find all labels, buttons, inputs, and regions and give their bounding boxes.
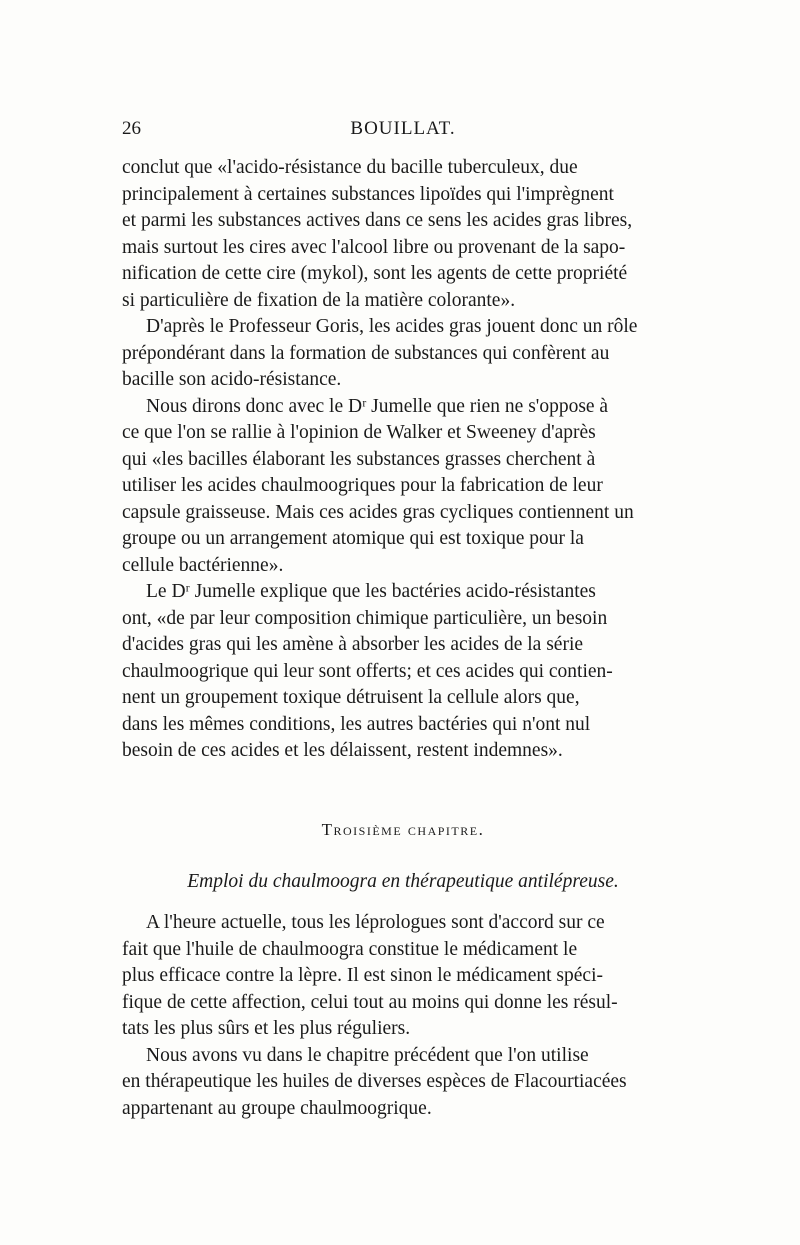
body-text-top <box>122 155 684 765</box>
text-line: si particulière de fixation de la matière colorante». <box>122 289 516 311</box>
text-line: nent un groupement toxique détruisent la cellule alors que, <box>122 687 580 708</box>
text-line: appartenant au groupe chaulmoogrique. <box>122 1097 432 1119</box>
running-head <box>122 118 684 142</box>
text-line: principalement à certaines substances lipoïdes qui l'imprègnent <box>122 183 614 205</box>
text-line: fique de cette affection, celui tout au moins qui donne les résul- <box>122 991 618 1013</box>
paragraph <box>122 314 684 394</box>
text-line: bacille son acido-résistance. <box>122 369 342 390</box>
text-line: dans les mêmes conditions, les autres bactéries qui n'ont nul <box>122 713 591 735</box>
text-line: prépondérant dans la formation de substances qui confèrent au <box>122 342 610 364</box>
text-line: utiliser les acides chaulmoogriques pour la fabrication de leur <box>122 475 603 496</box>
text-line: cellule bactérienne». <box>122 554 284 576</box>
text-line: et parmi les substances actives dans ce sens les acides gras libres, <box>122 210 633 231</box>
text-line: A l'heure actuelle, tous les léprologues sont d'accord sur ce <box>146 912 605 933</box>
running-title: BOUILLAT. <box>350 118 456 139</box>
text-line: qui «les bacilles élaborant les substances grasses cherchent à <box>122 448 596 470</box>
text-line: Nous avons vu dans le chapitre précédent que l'on utilise <box>146 1044 589 1066</box>
text-line: chaulmoogrique qui leur sont offerts; et ces acides qui contien- <box>122 660 613 682</box>
text-line: fait que l'huile de chaulmoogra constitue le médicament le <box>122 938 578 960</box>
text-line: tats les plus sûrs et les plus réguliers. <box>122 1018 411 1039</box>
text-line: besoin de ces acides et les délaissent, restent indemnes». <box>122 740 563 761</box>
paragraph <box>122 910 684 1043</box>
text-line: D'après le Professeur Goris, les acides gras jouent donc un rôle <box>146 316 638 337</box>
text-line: Le Dʳ Jumelle explique que les bactéries acido-résistantes <box>146 581 596 602</box>
text-line: capsule graisseuse. Mais ces acides gras cycliques contiennent un <box>122 501 634 523</box>
text-line: ce que l'on se rallie à l'opinion de Walker et Sweeney d'après <box>122 422 596 443</box>
chapter-heading: Troisième chapitre. <box>321 820 485 839</box>
paragraph <box>122 1043 684 1123</box>
body-text-bottom <box>122 910 684 1122</box>
paragraph <box>122 394 684 580</box>
text-line: conclut que «l'acido-résistance du bacille tuberculeux, due <box>122 157 578 178</box>
text-line: nification de cette cire (mykol), sont les agents de cette propriété <box>122 263 628 284</box>
text-line: ont, «de par leur composition chimique particulière, un besoin <box>122 607 608 629</box>
paragraph <box>122 579 684 765</box>
text-line: Nous dirons donc avec le Dʳ Jumelle que rien ne s'oppose à <box>146 395 609 417</box>
chapter-subtitle: Emploi du chaulmoogra en thérapeutique antilépreuse. <box>187 871 619 892</box>
text-line: mais surtout les cires avec l'alcool libre ou provenant de la sapo- <box>122 236 626 258</box>
paragraph <box>122 155 684 314</box>
text-line: groupe ou un arrangement atomique qui est toxique pour la <box>122 528 584 549</box>
text-line: plus efficace contre la lèpre. Il est sinon le médicament spéci- <box>122 965 603 986</box>
page-number: 26 <box>122 118 141 139</box>
text-line: d'acides gras qui les amène à absorber les acides de la série <box>122 634 584 655</box>
text-line: en thérapeutique les huiles de diverses espèces de Flacourtiacées <box>122 1071 627 1092</box>
